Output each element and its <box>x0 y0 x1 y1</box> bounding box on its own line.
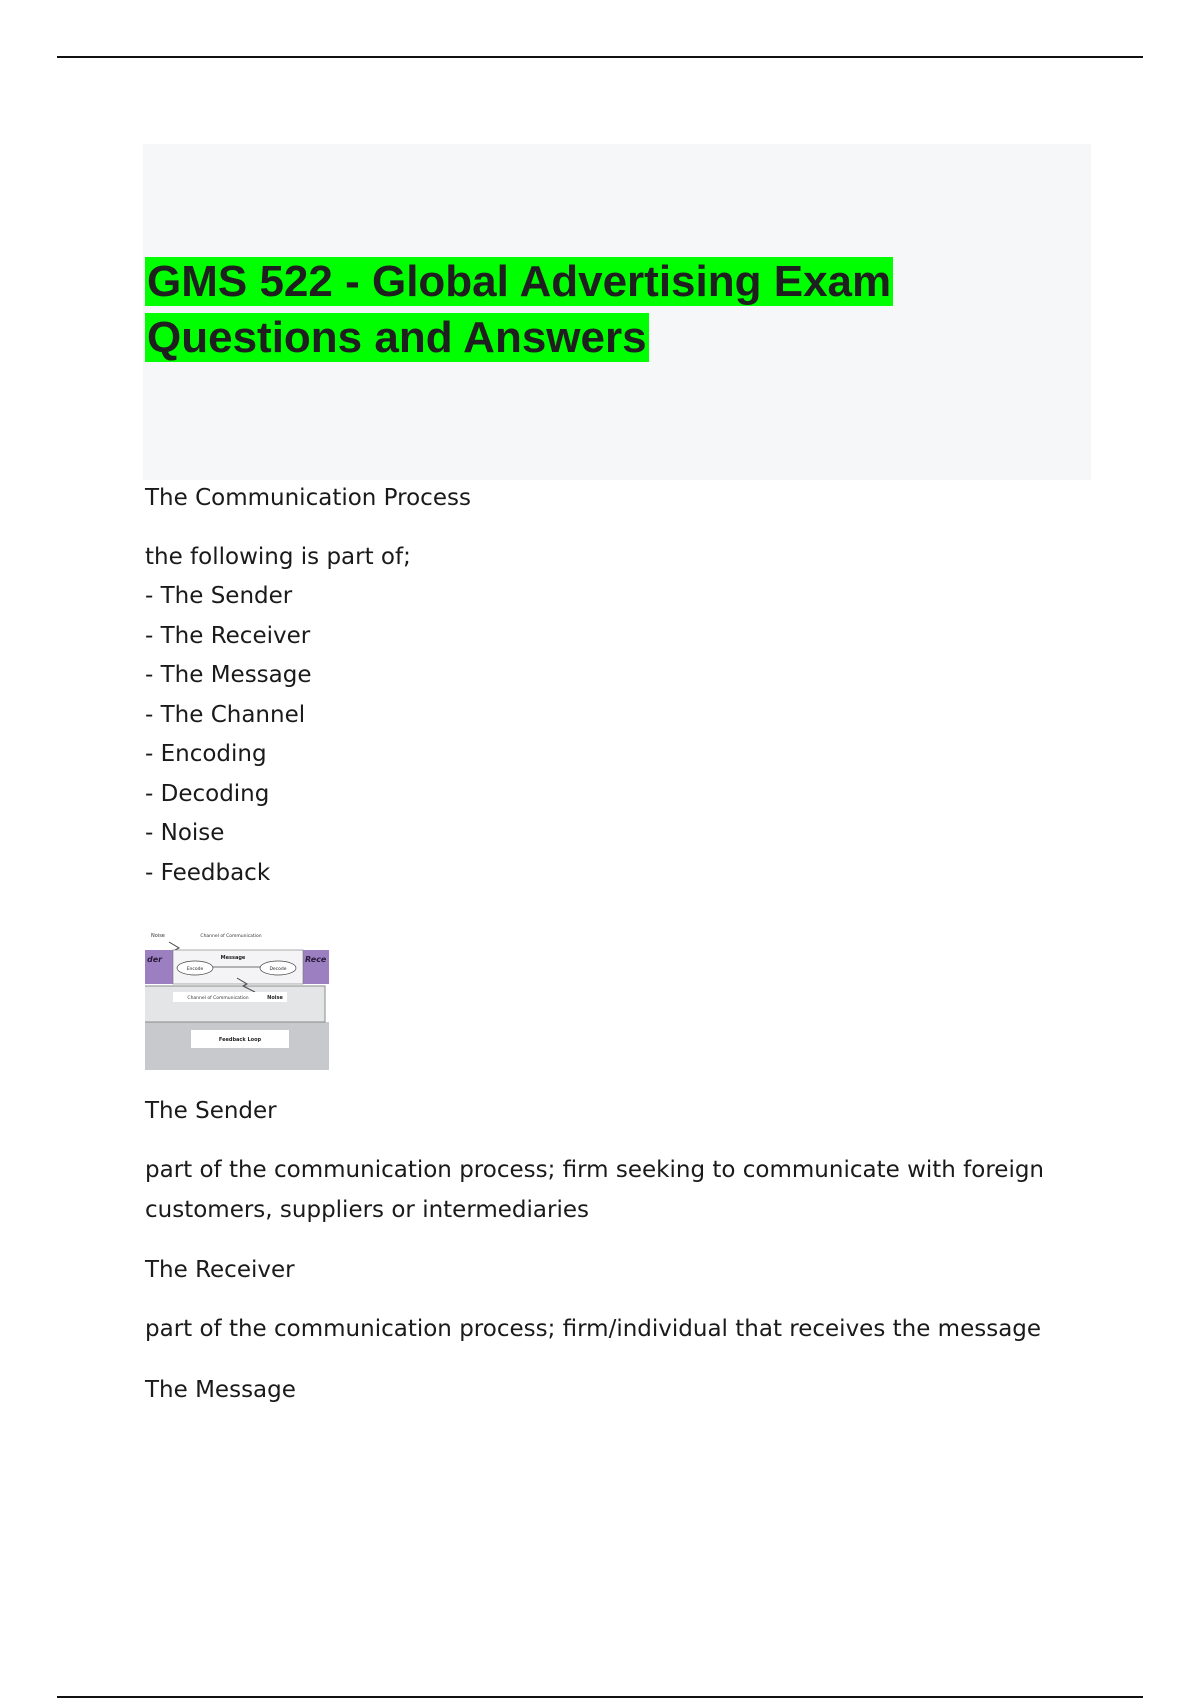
list-item: - The Message <box>145 662 312 688</box>
decode-label: Decode <box>269 967 287 972</box>
card-term: The Receiver <box>145 1257 295 1283</box>
card-term: The Message <box>145 1377 296 1403</box>
encode-label: Encode <box>186 967 204 972</box>
document-title: GMS 522 - Global Advertising Exam Questions and Answers <box>147 257 892 362</box>
diagram-svg <box>145 918 329 1070</box>
communication-process-diagram <box>145 918 329 1070</box>
card-definition: part of the communication process; firm seeking to communicate with foreign customers, suppliers or intermediaries <box>145 1157 1045 1223</box>
card-definition-lead: the following is part of; <box>145 544 411 570</box>
list-item: - The Sender <box>145 583 293 609</box>
sender-label: der <box>147 955 163 964</box>
channel-bottom-label: Channel of Communication <box>187 996 249 1001</box>
feedback-loop-line <box>145 986 325 1022</box>
channel-top-label: Channel of Communication <box>200 934 262 939</box>
list-item: - Feedback <box>145 859 271 886</box>
feedback-label: Feedback Loop <box>218 1037 262 1043</box>
noise-top-label: Noise <box>151 933 165 939</box>
card-term: The Communication Process <box>145 485 471 511</box>
message-label: Message <box>220 955 246 961</box>
card-definition: part of the communication process; firm/individual that receives the message <box>145 1316 1042 1342</box>
list-item: - The Receiver <box>145 622 311 649</box>
bottom-rule <box>57 1696 1143 1698</box>
card-term: The Sender <box>145 1098 277 1124</box>
noise-bottom-label: Noise <box>267 995 283 1001</box>
list-item: - Encoding <box>145 741 267 767</box>
definition-list <box>145 577 312 893</box>
list-item: - Decoding <box>145 780 270 807</box>
list-item: - The Channel <box>145 701 306 728</box>
receiver-label: Rece <box>305 955 327 964</box>
top-rule <box>57 56 1143 58</box>
list-item: - Noise <box>145 820 225 846</box>
